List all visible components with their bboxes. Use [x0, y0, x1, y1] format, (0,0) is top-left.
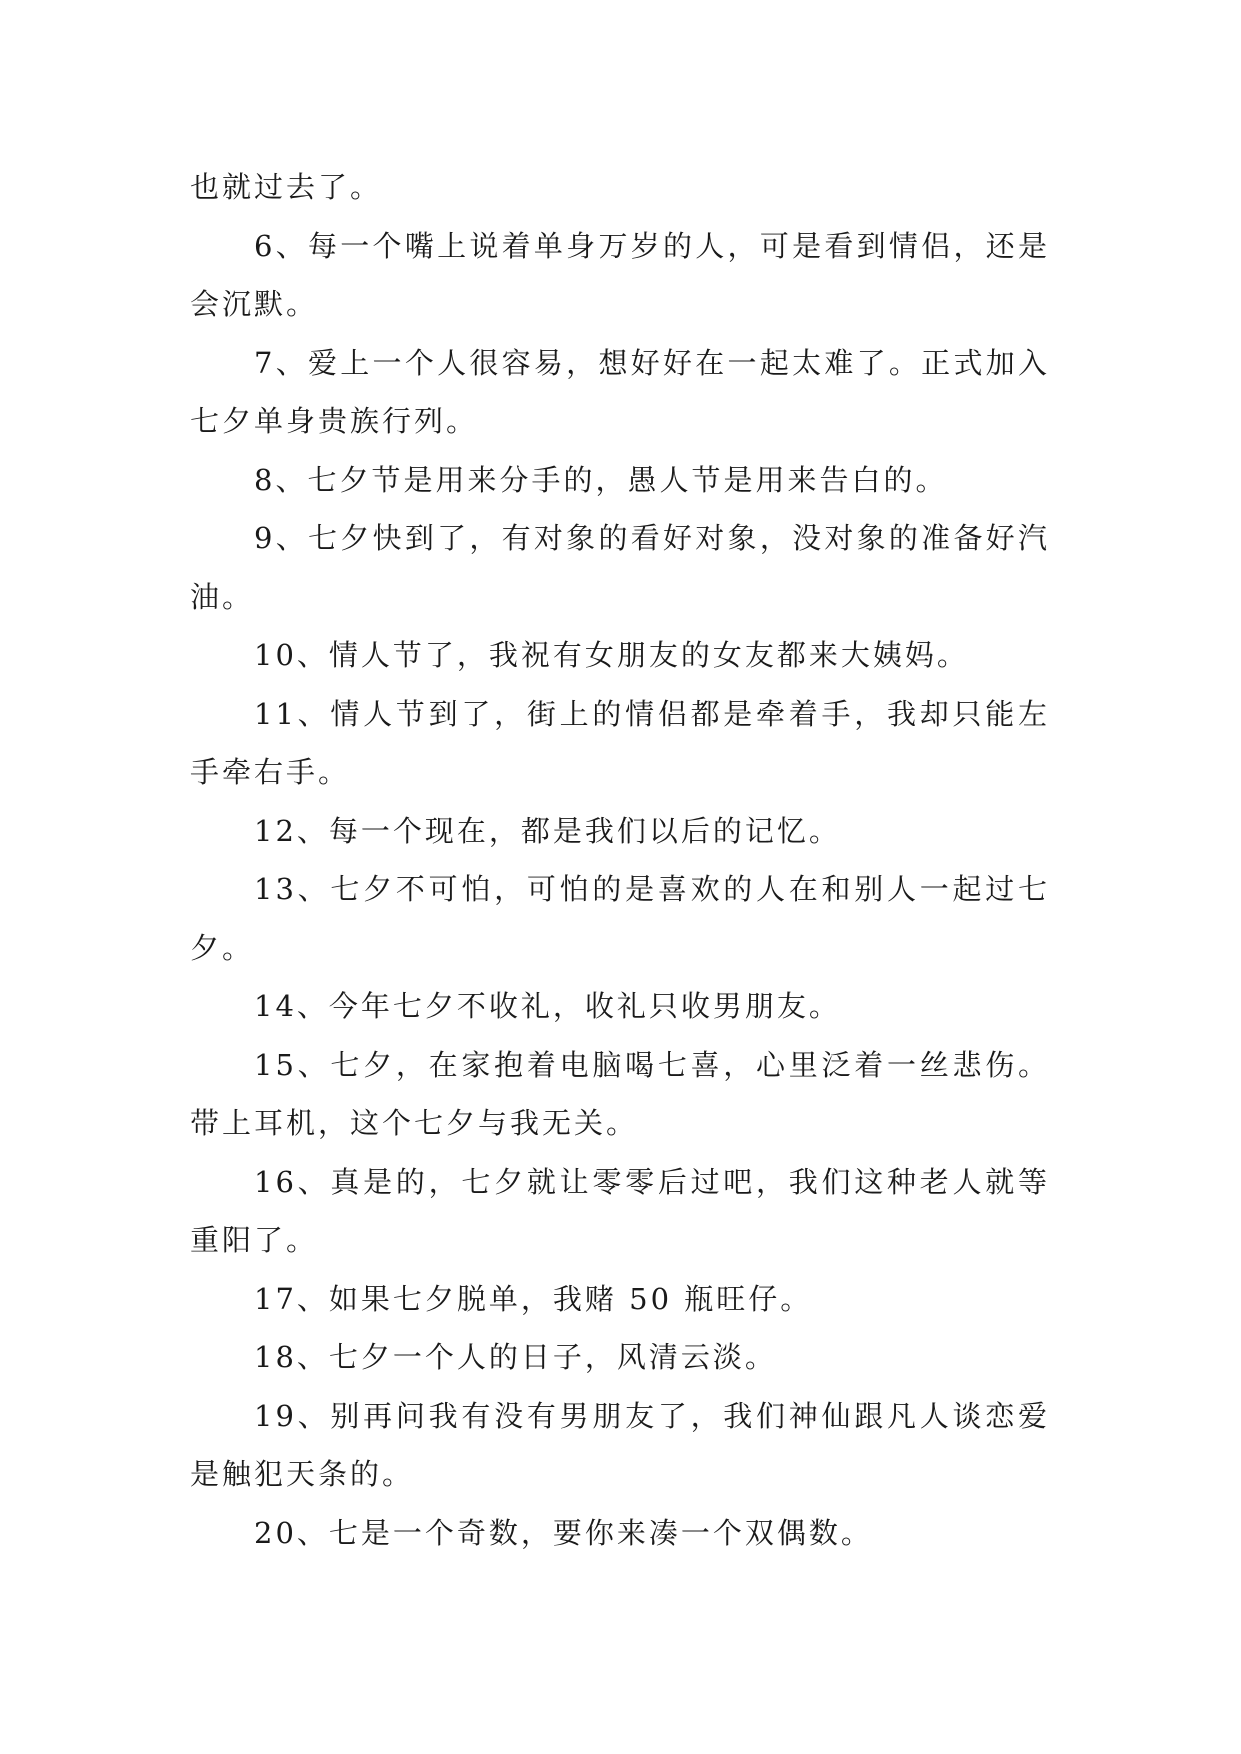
paragraph-item-7: 7、爱上一个人很容易，想好好在一起太难了。正式加入七夕单身贵族行列。: [190, 345, 1050, 438]
paragraph-continuation: 也就过去了。: [190, 170, 383, 204]
paragraph-item-19: 19、别再问我有没有男朋友了，我们神仙跟凡人谈恋爱是触犯天条的。: [190, 1398, 1050, 1491]
paragraph-item-10: 10、情人节了，我祝有女朋友的女友都来大姨妈。: [254, 638, 969, 672]
paragraph-item-6: 6、每一个嘴上说着单身万岁的人，可是看到情侣，还是会沉默。: [190, 228, 1050, 321]
paragraph-item-20: 20、七是一个奇数，要你来凑一个双偶数。: [254, 1515, 873, 1550]
paragraph-item-18: 18、七夕一个人的日子，风清云淡。: [254, 1340, 777, 1374]
paragraph-item-15: 15、七夕，在家抱着电脑喝七喜，心里泛着一丝悲伤。带上耳机，这个七夕与我无关。: [190, 1047, 1050, 1140]
paragraph-item-13: 13、七夕不可怕，可怕的是喜欢的人在和别人一起过七夕。: [190, 872, 1050, 965]
paragraph-item-14: 14、今年七夕不收礼，收礼只收男朋友。: [254, 989, 841, 1023]
paragraph-item-8: 8、七夕节是用来分手的，愚人节是用来告白的。: [254, 462, 948, 497]
paragraph-item-16: 16、真是的，七夕就让零零后过吧，我们这种老人就等重阳了。: [190, 1164, 1050, 1257]
paragraph-item-12: 12、每一个现在，都是我们以后的记忆。: [254, 813, 841, 848]
paragraph-item-9: 9、七夕快到了，有对象的看好对象，没对象的准备好汽油。: [190, 521, 1050, 614]
paragraph-item-17: 17、如果七夕脱单，我赌 50 瓶旺仔。: [254, 1281, 813, 1316]
document-body: [190, 158, 1050, 1562]
paragraph-item-11: 11、情人节到了，街上的情侣都是牵着手，我却只能左手牵右手。: [190, 696, 1050, 789]
